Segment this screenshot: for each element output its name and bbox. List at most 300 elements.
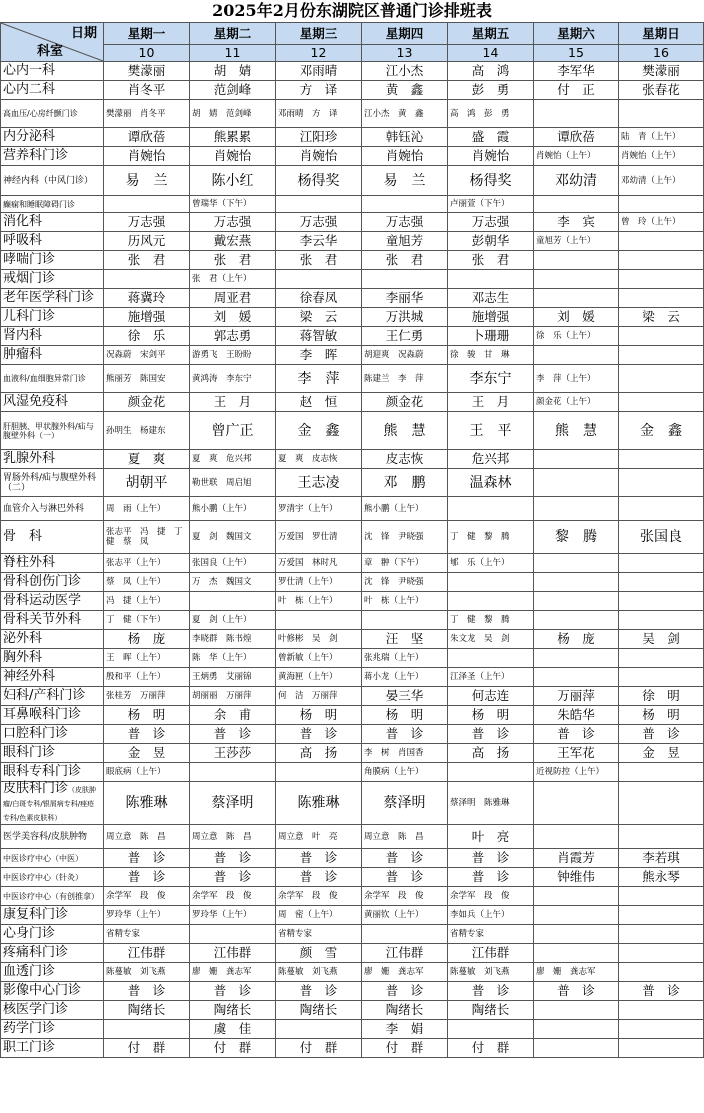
schedule-cell: 王志凌 <box>276 469 362 497</box>
schedule-cell: 普 诊 <box>190 868 276 887</box>
schedule-cell: 周立意 陈 昌 <box>362 825 448 849</box>
schedule-cell: 王 月 <box>448 393 534 412</box>
dept-name <box>1 412 104 450</box>
dept-name <box>1 825 104 849</box>
dept-name <box>1 687 104 706</box>
schedule-cell: 况淼蔚 宋剑平 <box>104 346 190 365</box>
dept-name <box>1 497 104 521</box>
schedule-cell: 胡丽丽 万丽萍 <box>190 687 276 706</box>
schedule-cell: 陈建兰 李 萍 <box>362 365 448 393</box>
dept-name <box>1 147 104 166</box>
schedule-cell <box>362 611 448 630</box>
schedule-cell: 王 晖（上午） <box>104 649 190 668</box>
table-row <box>1 147 704 166</box>
dept-label: 核医学门诊 <box>3 1002 69 1017</box>
dept-name <box>1 308 104 327</box>
dept-name <box>1 782 104 825</box>
schedule-cell: 戴宏燕 <box>190 232 276 251</box>
schedule-cell <box>619 782 704 825</box>
schedule-cell <box>619 289 704 308</box>
schedule-cell: 普 诊 <box>534 725 619 744</box>
schedule-cell: 熊小鹏（上午） <box>362 497 448 521</box>
schedule-cell: 胡 婧 范剑峰 <box>190 100 276 128</box>
schedule-cell: 张 君 <box>104 251 190 270</box>
schedule-cell: 邓幼清（上午） <box>619 166 704 196</box>
schedule-cell: 熊小鹏（上午） <box>190 497 276 521</box>
schedule-cell <box>619 1039 704 1058</box>
schedule-cell: 盛 霞 <box>448 128 534 147</box>
schedule-cell: 易 兰 <box>362 166 448 196</box>
schedule-cell: 陈雅琳 <box>276 782 362 825</box>
schedule-cell: 夏 爽 皮志恢 <box>276 450 362 469</box>
dept-name <box>1 100 104 128</box>
schedule-cell: 杨 明 <box>276 706 362 725</box>
table-row <box>1 630 704 649</box>
schedule-cell: 卜珊珊 <box>448 327 534 346</box>
dept-name <box>1 868 104 887</box>
dept-name <box>1 668 104 687</box>
schedule-cell: 易 兰 <box>104 166 190 196</box>
schedule-cell <box>534 592 619 611</box>
schedule-cell: 孙明生 杨建东 <box>104 412 190 450</box>
schedule-cell: 杨 明 <box>104 706 190 725</box>
schedule-cell: 普 诊 <box>104 849 190 868</box>
schedule-cell: 刘 媛 <box>534 308 619 327</box>
dept-label: 胸外科 <box>3 650 43 665</box>
schedule-cell <box>534 289 619 308</box>
dept-label: 心内二科 <box>3 82 56 97</box>
weekday-header: 星期四 <box>362 23 448 45</box>
schedule-cell: 历风元 <box>104 232 190 251</box>
schedule-cell <box>104 270 190 289</box>
date-header: 12 <box>276 45 362 62</box>
dept-label: 儿科门诊 <box>3 309 56 324</box>
schedule-cell: 周立意 叶 亮 <box>276 825 362 849</box>
schedule-cell: 省精专家 <box>448 925 534 944</box>
table-row <box>1 825 704 849</box>
schedule-cell: 曾广正 <box>190 412 276 450</box>
schedule-cell <box>104 1020 190 1039</box>
dept-label: 皮肤科门诊 <box>3 781 69 796</box>
dept-label: 肝胆胰、甲状腺外科/疝与腹壁外科（一） <box>3 421 94 440</box>
dept-name <box>1 166 104 196</box>
schedule-cell: 普 诊 <box>276 849 362 868</box>
schedule-cell <box>534 554 619 573</box>
schedule-cell <box>534 497 619 521</box>
schedule-cell: 叶 栋（上午） <box>362 592 448 611</box>
schedule-cell: 张国良 <box>619 521 704 554</box>
dept-name <box>1 592 104 611</box>
schedule-cell: 张国良（上午） <box>190 554 276 573</box>
schedule-cell: 张志平 冯 捷 丁 健 蔡 凤 <box>104 521 190 554</box>
schedule-cell <box>534 944 619 963</box>
schedule-cell <box>534 346 619 365</box>
table-row <box>1 308 704 327</box>
schedule-cell: 付 正 <box>534 81 619 100</box>
schedule-cell: 余学军 段 俊 <box>448 887 534 906</box>
dept-name <box>1 365 104 393</box>
schedule-cell: 肖婉怡 <box>276 147 362 166</box>
schedule-cell: 罗清宇（上午） <box>276 497 362 521</box>
dept-label: 消化科 <box>3 214 43 229</box>
date-label: 日期 <box>70 26 97 41</box>
schedule-cell: 肖霞芳 <box>534 849 619 868</box>
dept-label: 老年医学科门诊 <box>3 290 95 305</box>
schedule-cell <box>619 365 704 393</box>
schedule-cell: 杨 庞 <box>534 630 619 649</box>
schedule-cell: 张 君 <box>362 251 448 270</box>
schedule-cell: 游勇飞 王盼盼 <box>190 346 276 365</box>
schedule-cell: 普 诊 <box>534 982 619 1001</box>
schedule-cell: 卢丽萱（下午） <box>448 196 534 213</box>
schedule-cell: 肖婉怡（上午） <box>619 147 704 166</box>
schedule-cell: 钟维伟 <box>534 868 619 887</box>
schedule-cell: 邓 鹏 <box>362 469 448 497</box>
schedule-cell: 普 诊 <box>448 982 534 1001</box>
schedule-cell: 樊濛丽 <box>619 62 704 81</box>
schedule-cell: 江小杰 黄 鑫 <box>362 100 448 128</box>
schedule-cell: 沈 锋 尹晓强 <box>362 521 448 554</box>
schedule-cell <box>276 1020 362 1039</box>
schedule-cell: 郭志勇 <box>190 327 276 346</box>
schedule-cell: 丁 健 黎 腾 <box>448 611 534 630</box>
table-row <box>1 62 704 81</box>
schedule-cell: 晏三华 <box>362 687 448 706</box>
dept-name <box>1 849 104 868</box>
schedule-cell: 张 君 <box>448 251 534 270</box>
table-row <box>1 868 704 887</box>
dept-name <box>1 128 104 147</box>
schedule-cell: 徐 乐（上午） <box>534 327 619 346</box>
dept-label: 骨科关节外科 <box>3 612 82 627</box>
table-row <box>1 1001 704 1020</box>
schedule-cell: 普 诊 <box>104 982 190 1001</box>
schedule-cell: 徐 骏 甘 琳 <box>448 346 534 365</box>
dept-label: 妇科/产科门诊 <box>3 688 86 703</box>
dept-label: 职工门诊 <box>3 1040 56 1055</box>
dept-label: 骨科运动医学 <box>3 593 82 608</box>
schedule-cell: 金 昱 <box>104 744 190 763</box>
schedule-cell: 普 诊 <box>190 849 276 868</box>
schedule-cell: 周立意 陈 昌 <box>190 825 276 849</box>
schedule-cell <box>619 906 704 925</box>
schedule-cell: 肖冬平 <box>104 81 190 100</box>
schedule-cell: 金 鑫 <box>619 412 704 450</box>
date-header: 11 <box>190 45 276 62</box>
schedule-cell <box>276 611 362 630</box>
schedule-cell: 张 君 <box>190 251 276 270</box>
schedule-cell: 省精专家 <box>104 925 190 944</box>
schedule-cell: 余 甫 <box>190 706 276 725</box>
date-header: 15 <box>534 45 619 62</box>
schedule-cell: 陈小红 <box>190 166 276 196</box>
schedule-cell: 李军华 <box>534 62 619 81</box>
schedule-cell <box>276 763 362 782</box>
dept-label: 高血压/心房纤颤门诊 <box>3 109 78 118</box>
schedule-cell: 近视防控（上午） <box>534 763 619 782</box>
schedule-cell: 施增强 <box>448 308 534 327</box>
table-row <box>1 725 704 744</box>
weekday-header: 星期日 <box>619 23 704 45</box>
schedule-cell <box>534 1001 619 1020</box>
schedule-cell: 普 诊 <box>362 725 448 744</box>
schedule-cell: 普 诊 <box>362 982 448 1001</box>
dept-label: 口腔科门诊 <box>3 726 69 741</box>
schedule-cell <box>534 573 619 592</box>
schedule-cell <box>619 963 704 982</box>
schedule-cell: 刘 媛 <box>190 308 276 327</box>
schedule-cell <box>534 649 619 668</box>
schedule-cell <box>619 825 704 849</box>
schedule-cell: 邓幼清 <box>534 166 619 196</box>
table-row <box>1 497 704 521</box>
dept-label: 营养科门诊 <box>3 148 69 163</box>
schedule-cell <box>534 611 619 630</box>
weekday-header: 星期三 <box>276 23 362 45</box>
schedule-cell: 李云华 <box>276 232 362 251</box>
table-row <box>1 128 704 147</box>
date-header: 10 <box>104 45 190 62</box>
dept-label: 胃肠外科/疝与腹壁外科（二） <box>3 472 97 493</box>
schedule-cell: 徐 乐 <box>104 327 190 346</box>
table-row <box>1 166 704 196</box>
table-row <box>1 849 704 868</box>
dept-name <box>1 346 104 365</box>
schedule-cell: 夏 剑（上午） <box>190 611 276 630</box>
dept-label: 心身门诊 <box>3 926 56 941</box>
schedule-cell: 普 诊 <box>448 868 534 887</box>
schedule-cell: 张志平（上午） <box>104 554 190 573</box>
dept-label: 乳腺外科 <box>3 451 56 466</box>
table-row <box>1 196 704 213</box>
dept-label: 血透门诊 <box>3 964 56 979</box>
table-row <box>1 611 704 630</box>
schedule-cell: 陶绪长 <box>362 1001 448 1020</box>
schedule-cell: 万爱国 罗仕清 <box>276 521 362 554</box>
schedule-cell: 樊濛丽 <box>104 62 190 81</box>
schedule-cell: 颜 雪 <box>276 944 362 963</box>
schedule-cell: 普 诊 <box>190 982 276 1001</box>
schedule-cell: 杨 庞 <box>104 630 190 649</box>
schedule-cell: 余学军 段 俊 <box>104 887 190 906</box>
schedule-cell: 谭欣蓓 <box>104 128 190 147</box>
dept-label: 骨科创伤门诊 <box>3 574 82 589</box>
table-row <box>1 365 704 393</box>
dept-label: 肿瘤科 <box>3 347 43 362</box>
schedule-cell: 何志连 <box>448 687 534 706</box>
dept-label: 眼科门诊 <box>3 745 56 760</box>
dept-name <box>1 270 104 289</box>
schedule-cell <box>619 232 704 251</box>
schedule-cell: 叶 栋（上午） <box>276 592 362 611</box>
schedule-cell <box>619 944 704 963</box>
date-header: 14 <box>448 45 534 62</box>
dept-label: 哮喘门诊 <box>3 252 56 267</box>
dept-name <box>1 887 104 906</box>
schedule-cell <box>534 906 619 925</box>
schedule-cell: 黎 腾 <box>534 521 619 554</box>
schedule-cell: 张 君（上午） <box>190 270 276 289</box>
schedule-cell: 彭 勇 <box>448 81 534 100</box>
schedule-cell: 汪 坚 <box>362 630 448 649</box>
schedule-cell: 高 鸿 彭 勇 <box>448 100 534 128</box>
schedule-cell: 颜金花（上午） <box>534 393 619 412</box>
table-row <box>1 887 704 906</box>
table-row <box>1 554 704 573</box>
table-row <box>1 668 704 687</box>
schedule-cell: 肖婉怡 <box>190 147 276 166</box>
header-corner <box>1 23 104 62</box>
dept-label: 药学门诊 <box>3 1021 56 1036</box>
weekday-header: 星期六 <box>534 23 619 45</box>
schedule-cell <box>619 592 704 611</box>
schedule-cell: 角膜病（上午） <box>362 763 448 782</box>
schedule-cell: 熊 慧 <box>362 412 448 450</box>
schedule-cell: 廖 姗 龚志军 <box>534 963 619 982</box>
schedule-cell: 罗玲华（上午） <box>104 906 190 925</box>
schedule-cell: 勒世联 周启旭 <box>190 469 276 497</box>
schedule-cell: 普 诊 <box>190 725 276 744</box>
dept-note: （皮肤肿瘤/白斑专科/银屑病专科/痤疮专科/色素皮肤科） <box>3 786 97 822</box>
schedule-cell: 夏 剑 魏国文 <box>190 521 276 554</box>
schedule-cell <box>534 1020 619 1039</box>
schedule-cell: 杨 明 <box>362 706 448 725</box>
schedule-cell: 普 诊 <box>276 868 362 887</box>
schedule-cell <box>619 573 704 592</box>
dept-name <box>1 925 104 944</box>
schedule-cell: 江伟群 <box>448 944 534 963</box>
schedule-cell: 眼底病（上午） <box>104 763 190 782</box>
schedule-cell: 王莎莎 <box>190 744 276 763</box>
dept-label: 中医诊疗中心（针灸） <box>3 872 83 882</box>
schedule-cell: 陈蔓敏 刘飞燕 <box>104 963 190 982</box>
schedule-cell: 曾新敏（上午） <box>276 649 362 668</box>
schedule-cell: 谭欣蓓 <box>534 128 619 147</box>
schedule-cell: 赵 恒 <box>276 393 362 412</box>
schedule-cell <box>619 649 704 668</box>
schedule-cell <box>534 1039 619 1058</box>
schedule-cell: 邓志生 <box>448 289 534 308</box>
schedule-cell <box>619 668 704 687</box>
dept-name <box>1 906 104 925</box>
schedule-cell: 江伟群 <box>104 944 190 963</box>
schedule-cell: 江伟群 <box>362 944 448 963</box>
schedule-cell <box>534 782 619 825</box>
schedule-cell: 虞 佳 <box>190 1020 276 1039</box>
schedule-cell: 丁 健（下午） <box>104 611 190 630</box>
dept-label: 血液科/血细胞异常门诊 <box>3 374 86 383</box>
schedule-cell: 李 晖 <box>276 346 362 365</box>
schedule-cell: 万志强 <box>190 213 276 232</box>
schedule-cell: 王军花 <box>534 744 619 763</box>
schedule-cell: 普 诊 <box>619 725 704 744</box>
dept-name <box>1 1039 104 1058</box>
schedule-cell: 熊丽芳 陈国安 <box>104 365 190 393</box>
table-row <box>1 1039 704 1058</box>
dept-name <box>1 81 104 100</box>
schedule-cell: 邓雨晴 <box>276 62 362 81</box>
schedule-cell <box>619 763 704 782</box>
schedule-cell <box>190 592 276 611</box>
schedule-cell: 高 鸿 <box>448 62 534 81</box>
schedule-cell: 张 君 <box>276 251 362 270</box>
schedule-cell <box>619 270 704 289</box>
schedule-cell: 殷和平（上午） <box>104 668 190 687</box>
schedule-cell: 普 诊 <box>448 725 534 744</box>
schedule-cell <box>534 469 619 497</box>
schedule-cell <box>534 196 619 213</box>
dept-name <box>1 62 104 81</box>
table-row <box>1 450 704 469</box>
schedule-cell: 周亚君 <box>190 289 276 308</box>
schedule-cell: 李若琪 <box>619 849 704 868</box>
schedule-cell: 胡 婧 <box>190 62 276 81</box>
table-row <box>1 469 704 497</box>
schedule-cell <box>534 450 619 469</box>
schedule-cell: 罗仕清（上午） <box>276 573 362 592</box>
schedule-table <box>0 22 704 1058</box>
table-row <box>1 346 704 365</box>
schedule-cell: 范剑峰 <box>190 81 276 100</box>
dept-name <box>1 611 104 630</box>
schedule-cell: 陈 华（上午） <box>190 649 276 668</box>
schedule-cell: 危兴邦 <box>448 450 534 469</box>
table-row <box>1 944 704 963</box>
dept-label: 神经外科 <box>3 669 56 684</box>
table-row <box>1 573 704 592</box>
schedule-cell: 付 群 <box>448 1039 534 1058</box>
schedule-cell <box>362 270 448 289</box>
dept-label: 康复科门诊 <box>3 907 69 922</box>
table-row <box>1 100 704 128</box>
schedule-cell: 李 树 肖国香 <box>362 744 448 763</box>
schedule-cell: 周 密（上午） <box>276 906 362 925</box>
schedule-cell: 万洪城 <box>362 308 448 327</box>
schedule-cell: 普 诊 <box>276 982 362 1001</box>
schedule-cell: 陶绪长 <box>190 1001 276 1020</box>
dept-name <box>1 521 104 554</box>
schedule-cell: 皮志恢 <box>362 450 448 469</box>
schedule-cell <box>619 346 704 365</box>
schedule-cell: 夏 爽 危兴邦 <box>190 450 276 469</box>
schedule-cell: 陶绪长 <box>448 1001 534 1020</box>
schedule-cell: 万志强 <box>448 213 534 232</box>
schedule-cell: 金 鑫 <box>276 412 362 450</box>
schedule-cell: 高 扬 <box>448 744 534 763</box>
table-row <box>1 213 704 232</box>
schedule-cell <box>534 251 619 270</box>
dept-name <box>1 232 104 251</box>
schedule-cell: 普 诊 <box>362 868 448 887</box>
schedule-cell: 韩钰沁 <box>362 128 448 147</box>
schedule-cell: 万志强 <box>104 213 190 232</box>
dept-label: 肾内科 <box>3 328 43 343</box>
schedule-cell <box>619 327 704 346</box>
schedule-cell <box>619 925 704 944</box>
weekday-header: 星期二 <box>190 23 276 45</box>
schedule-cell <box>276 270 362 289</box>
schedule-cell: 彭朝华 <box>448 232 534 251</box>
schedule-cell: 李晓群 陈书煌 <box>190 630 276 649</box>
schedule-cell: 李丽华 <box>362 289 448 308</box>
schedule-cell: 叶修彬 吴 剑 <box>276 630 362 649</box>
dept-label: 癫痫和睡眠障碍门诊 <box>3 199 75 209</box>
schedule-cell: 夏 爽 <box>104 450 190 469</box>
dept-name <box>1 289 104 308</box>
dept-label: 耳鼻喉科门诊 <box>3 707 82 722</box>
schedule-cell: 万 杰 魏国文 <box>190 573 276 592</box>
schedule-cell: 王炳勇 艾丽锦 <box>190 668 276 687</box>
